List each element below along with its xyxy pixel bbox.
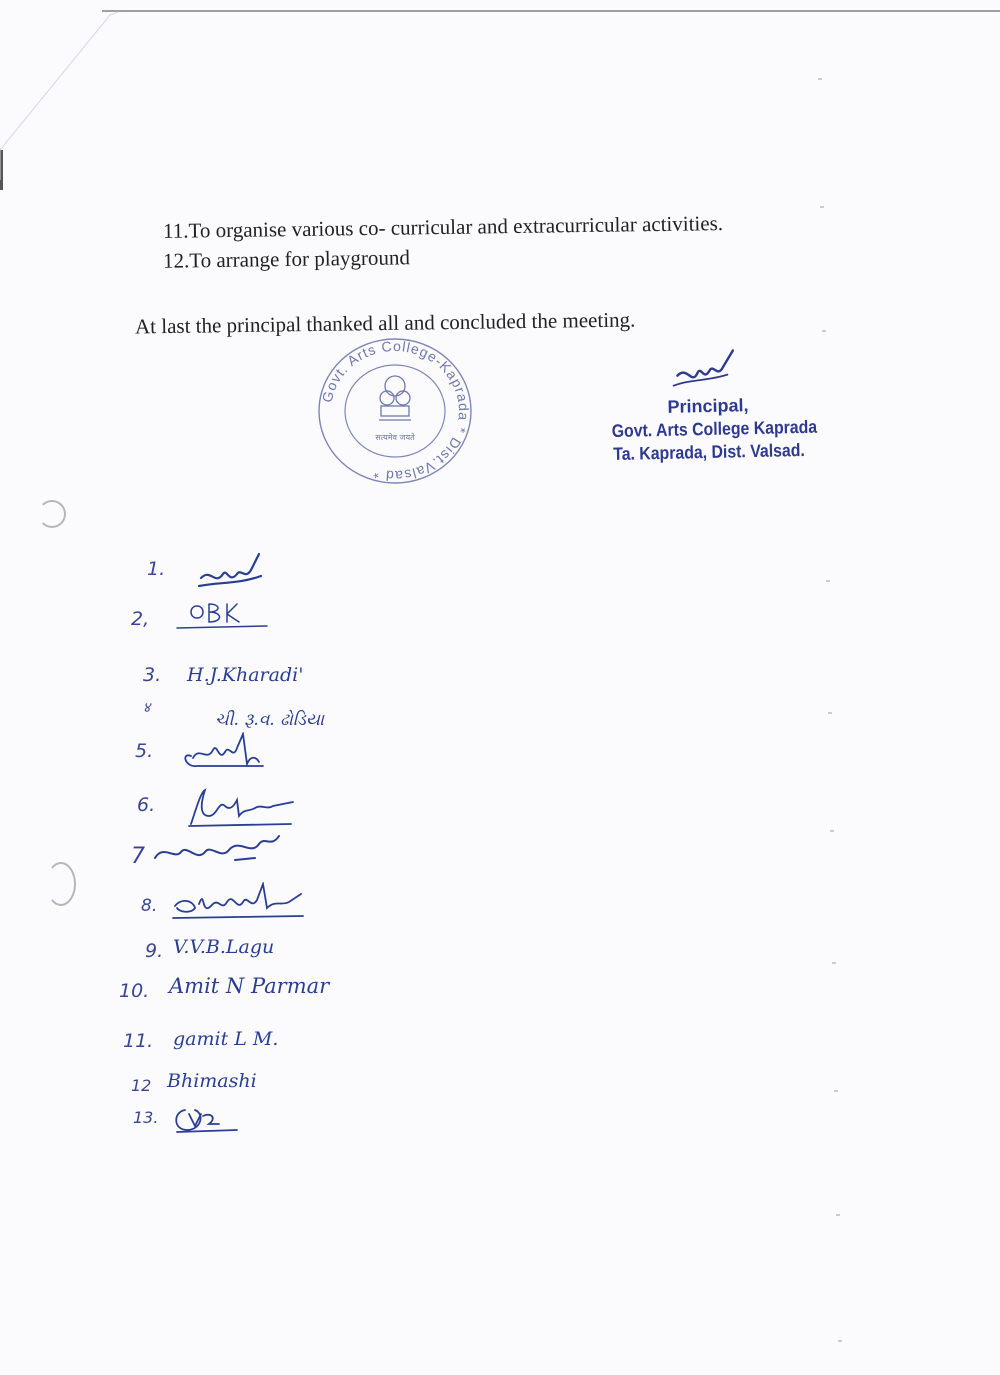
emblem-icon (379, 376, 411, 420)
signature-7-icon (151, 830, 291, 872)
signature-number: ४ (143, 700, 151, 716)
punch-hole-top (38, 500, 66, 528)
signature-11-text: gamit L M. (173, 1028, 279, 1050)
signature-number: 9. (145, 940, 164, 962)
signature-number: 12 (131, 1076, 152, 1095)
college-seal (315, 336, 475, 486)
signature-number: 7 (131, 844, 145, 869)
signature-number: 11. (123, 1030, 154, 1052)
signature-9-text: V.V.B.Lagu (173, 936, 275, 958)
signature-number: 8. (141, 896, 158, 916)
signature-number: 5. (135, 740, 154, 762)
seal-motto: सत्यमेव जयते (375, 433, 415, 442)
principal-signature-block (597, 343, 819, 467)
signature-row-8 (115, 886, 415, 926)
punch-hole-bottom (46, 862, 76, 906)
signature-row-1 (115, 550, 415, 590)
principal-title: Principal, (667, 395, 749, 417)
list-item-11: 11.To organise various co- curricular and extracurricular activities. (162, 211, 724, 243)
signature-1-icon (195, 550, 275, 592)
signature-row-11 (115, 1024, 415, 1064)
signature-number: 10. (119, 980, 150, 1002)
signature-row-3 (115, 658, 415, 698)
page-fold-shadow (0, 0, 120, 180)
signature-number: 3. (143, 664, 162, 686)
principal-signature-icon (667, 344, 748, 396)
signature-2-icon (175, 600, 270, 634)
signature-4-text: ચી. રૂ.વ. ઢોડિયા (215, 710, 325, 730)
page-top-edge (102, 10, 1000, 12)
principal-college: Govt. Arts College Kaprada (611, 416, 818, 442)
signature-12-text: Bhimashi (167, 1070, 257, 1092)
signature-13-icon (171, 1102, 241, 1138)
signature-number: 2, (131, 608, 150, 630)
signature-3-text: H.J.Kharadi' (187, 664, 304, 686)
staff-signature-list (115, 530, 415, 1140)
signature-row-7 (115, 836, 415, 876)
signature-row-5 (115, 738, 415, 778)
principal-location: Ta. Kaprada, Dist. Valsad. (612, 439, 805, 464)
signature-6-icon (183, 786, 303, 830)
signature-row-6 (115, 788, 415, 828)
closing-sentence: At last the principal thanked all and concluded the meeting. (134, 307, 636, 339)
signature-number: 6. (137, 794, 156, 816)
signature-number: 13. (133, 1108, 159, 1127)
signature-10-text: Amit N Parmar (169, 974, 330, 998)
signature-8-icon (171, 882, 311, 928)
signature-row-2 (115, 598, 415, 638)
seal-text: Govt. Arts College-Kaprada * Dist.Valsad * (318, 337, 473, 485)
signature-row-10 (115, 974, 415, 1014)
signature-number: 1. (147, 558, 166, 580)
signature-row-9 (115, 932, 415, 972)
signature-row-13 (115, 1102, 415, 1142)
signature-5-icon (177, 732, 277, 780)
list-item-12: 12.To arrange for playground (162, 245, 411, 273)
